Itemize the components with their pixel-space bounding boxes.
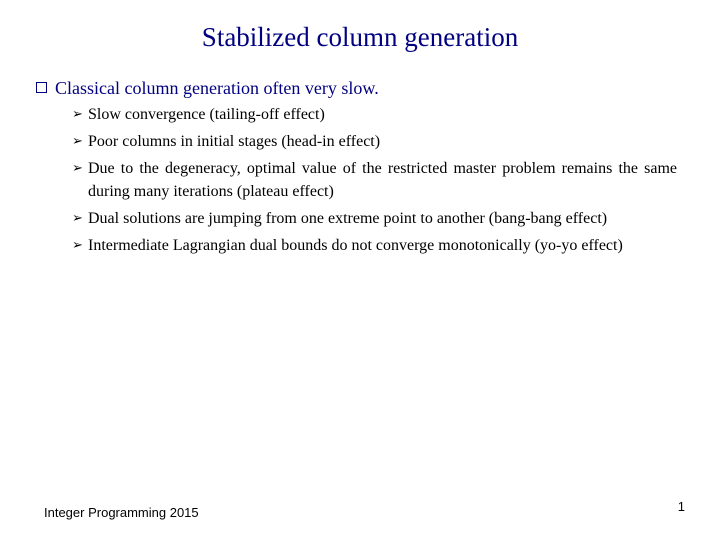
arrow-bullet-icon: ➢ bbox=[72, 161, 83, 176]
page-number: 1 bbox=[677, 499, 685, 514]
main-bullet-text: Classical column generation often very slow. bbox=[55, 78, 379, 98]
sub-bullet-item bbox=[72, 130, 677, 153]
sub-bullet-text: Slow convergence (tailing-off effect) bbox=[88, 106, 325, 123]
sub-bullet-text: Intermediate Lagrangian dual bounds do not converge monotonically (yo-yo effect) bbox=[88, 237, 623, 254]
sub-bullet-item bbox=[72, 207, 677, 230]
arrow-bullet-icon: ➢ bbox=[72, 134, 83, 149]
sub-bullet-text: Due to the degeneracy, optimal value of the restricted master problem remains the same during many iterations (plateau effect) bbox=[88, 160, 677, 200]
arrow-bullet-icon: ➢ bbox=[72, 211, 83, 226]
sub-bullet-text: Dual solutions are jumping from one extreme point to another (bang-bang effect) bbox=[88, 210, 608, 227]
arrow-bullet-icon: ➢ bbox=[72, 238, 83, 253]
arrow-bullet-icon: ➢ bbox=[72, 107, 83, 122]
square-bullet-icon bbox=[36, 82, 47, 93]
sub-bullet-item bbox=[72, 103, 677, 126]
sub-bullet-item bbox=[72, 157, 677, 203]
sub-bullet-item bbox=[72, 234, 677, 257]
main-bullet bbox=[36, 77, 696, 99]
sub-bullet-list bbox=[72, 103, 677, 261]
slide-title: Stabilized column generation bbox=[201, 22, 519, 52]
footer-course-label: Integer Programming 2015 bbox=[44, 505, 199, 520]
sub-bullet-text: Poor columns in initial stages (head-in effect) bbox=[88, 133, 381, 150]
